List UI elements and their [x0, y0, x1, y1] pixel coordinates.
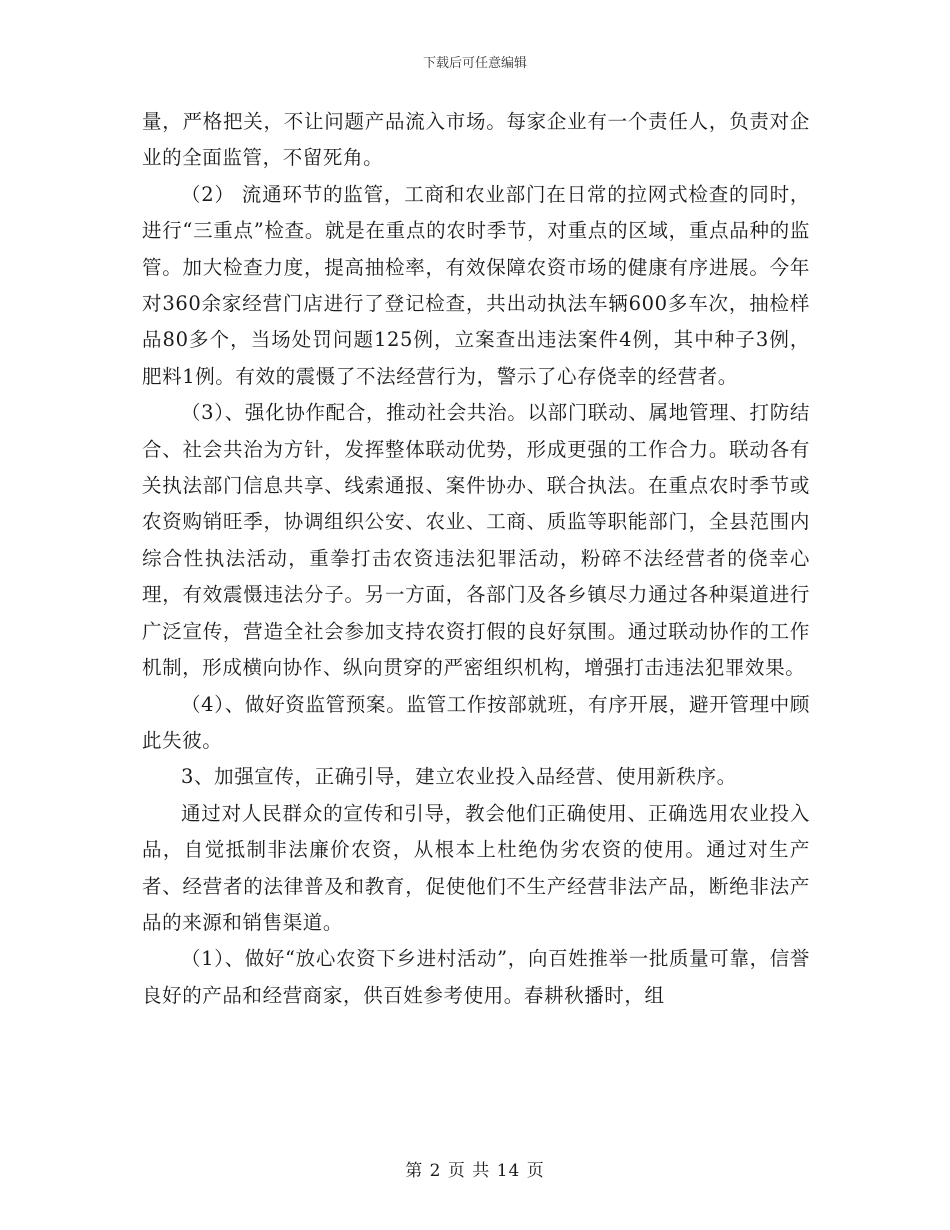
document-body [142, 104, 810, 1014]
paragraph: （1）、做好“放心农资下乡进村活动”，向百姓推举一批质量可靠，信誉良好的产品和经营商家，供百姓参考使用。春耕秋播时，组 [142, 947, 810, 1007]
page-header: 下载后可任意编辑 [422, 56, 527, 71]
paragraph: 量，严格把关，不让问题产品流入市场。每家企业有一个责任人，负责对企业的全面监管，不留死角。 [142, 110, 810, 170]
page-number: 第 2 页 共 14 页 [405, 1161, 545, 1181]
paragraph: 通过对人民群众的宣传和引导，教会他们正确使用、正确选用农业投入品，自觉抵制非法廉价农资，从根本上杜绝伪劣农资的使用。通过对生产者、经营者的法律普及和教育，促使他们不生产经营非法产品，断绝非法产品的来源和销售渠道。 [142, 801, 810, 934]
paragraph: （3）、强化协作配合，推动社会共治。以部门联动、属地管理、打防结合、社会共治为方针，发挥整体联动优势，形成更强的工作合力。联动各有关执法部门信息共享、线索通报、案件协办、联合执法。在重点农时季节或农资购销旺季，协调组织公安、农业、工商、质监等职能部门，全县范围内综合性执法活动，重拳打击农资违法犯罪活动，粉碎不法经营者的侥幸心理，有效震慑违法分子。另一方面，各部门及各乡镇尽力通过各种渠道进行广泛宣传，营造全社会参加支持农资打假的良好氛围。通过联动协作的工作机制，形成横向协作、纵向贯穿的严密组织机构，增强打击违法犯罪效果。 [142, 401, 810, 680]
paragraph: 3、加强宣传，正确引导，建立农业投入品经营、使用新秩序。 [181, 765, 737, 789]
paragraph: （2） 流通环节的监管，工商和农业部门在日常的拉网式检查的同时，进行“三重点”检查。就是在重点的农时季节，对重点的区域，重点品种的监管。加大检查力度，提高抽检率，有效保障农资市场的健康有序进展。今年对360余家经营门店进行了登记检查，共出动执法车辆600多车次，抽检样品80多个，当场处罚问题125例，立案查出违法案件4例，其中种子3例，肥料1例。有效的震慑了不法经营行为，警示了心存侥幸的经营者。 [142, 182, 810, 388]
paragraph: （4）、做好资监管预案。监管工作按部就班，有序开展，避开管理中顾此失彼。 [142, 692, 810, 752]
